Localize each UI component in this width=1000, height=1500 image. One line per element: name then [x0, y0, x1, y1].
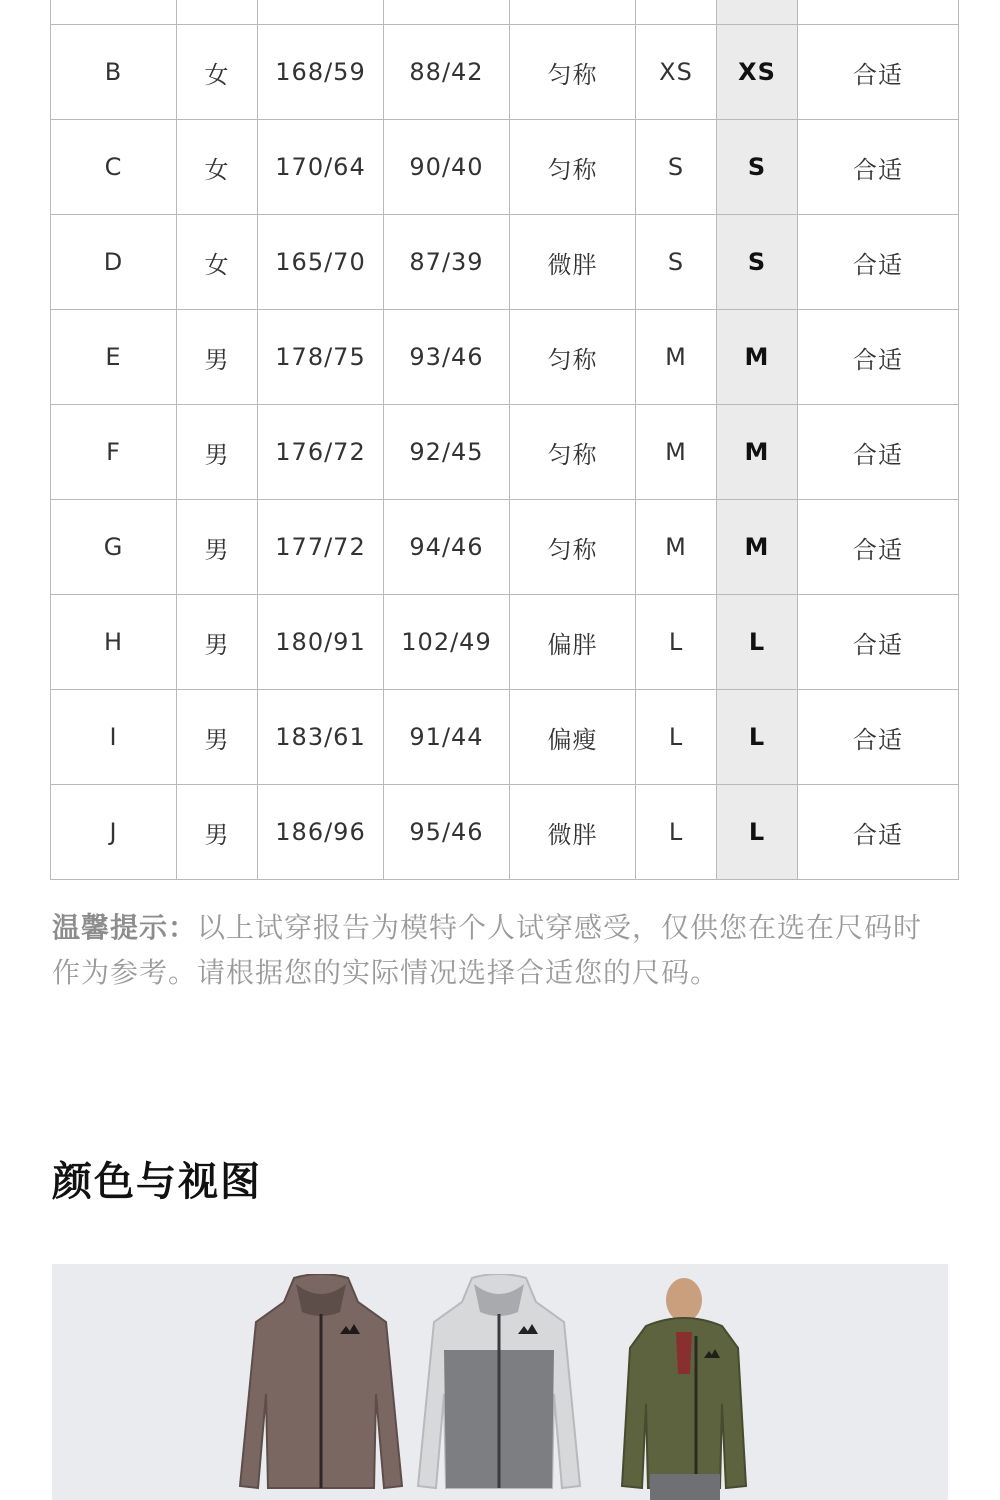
cell-gender: [177, 0, 258, 25]
cell-gender: 男: [177, 690, 258, 785]
cell-gender: 女: [177, 25, 258, 120]
cell-chest-shoulder: 87/39: [384, 215, 510, 310]
cell-usual-size: L: [636, 595, 717, 690]
cell-height-weight: 178/75: [258, 310, 384, 405]
cell-tried-size: [717, 0, 798, 25]
size-table-row: [51, 120, 959, 215]
cell-tried-size: M: [717, 310, 798, 405]
cell-tried-size: L: [717, 595, 798, 690]
cell-chest-shoulder: 91/44: [384, 690, 510, 785]
cell-usual-size: M: [636, 500, 717, 595]
size-table-row: [51, 500, 959, 595]
cell-gender: 男: [177, 785, 258, 880]
cell-usual-size: M: [636, 310, 717, 405]
cell-height-weight: 168/59: [258, 25, 384, 120]
cell-gender: 男: [177, 500, 258, 595]
cell-gender: 女: [177, 215, 258, 310]
cell-model-id: B: [51, 25, 177, 120]
product-thumb-brown-jacket[interactable]: [236, 1274, 406, 1500]
size-table-row: [51, 595, 959, 690]
cell-chest-shoulder: 102/49: [384, 595, 510, 690]
cell-fit: [798, 0, 959, 25]
cell-usual-size: XS: [636, 25, 717, 120]
size-table-row: [51, 215, 959, 310]
cell-body-type: 匀称: [510, 405, 636, 500]
cell-height-weight: [258, 0, 384, 25]
cell-body-type: 偏胖: [510, 595, 636, 690]
cell-chest-shoulder: 95/46: [384, 785, 510, 880]
cell-height-weight: 170/64: [258, 120, 384, 215]
cell-height-weight: 180/91: [258, 595, 384, 690]
cell-usual-size: [636, 0, 717, 25]
cell-tried-size: M: [717, 500, 798, 595]
cell-fit: 合适: [798, 405, 959, 500]
olive-jacket-model-image: [606, 1274, 776, 1500]
cell-height-weight: 165/70: [258, 215, 384, 310]
cell-model-id: I: [51, 690, 177, 785]
cell-usual-size: L: [636, 690, 717, 785]
cell-fit: 合适: [798, 690, 959, 785]
size-table-body: [51, 0, 959, 880]
product-thumb-grey-jacket[interactable]: [414, 1274, 584, 1500]
grey-jacket-image: [414, 1274, 584, 1500]
cell-body-type: 匀称: [510, 120, 636, 215]
cell-model-id: F: [51, 405, 177, 500]
product-thumb-olive-jacket-model[interactable]: [606, 1274, 776, 1500]
cell-chest-shoulder: [384, 0, 510, 25]
cell-fit: 合适: [798, 785, 959, 880]
cell-usual-size: M: [636, 405, 717, 500]
cell-height-weight: 183/61: [258, 690, 384, 785]
cell-usual-size: S: [636, 215, 717, 310]
cell-fit: 合适: [798, 310, 959, 405]
size-table-row: [51, 785, 959, 880]
brown-jacket-image: [236, 1274, 406, 1500]
cell-chest-shoulder: 92/45: [384, 405, 510, 500]
section-title-colors-views: 颜色与视图: [52, 1159, 262, 1205]
tip-text: 以上试穿报告为模特个人试穿感受，仅供您在选在尺码时作为参考。请根据您的实际情况选择合适您的尺码。: [52, 911, 923, 989]
cell-chest-shoulder: 94/46: [384, 500, 510, 595]
size-table-row: [51, 25, 959, 120]
cell-tried-size: L: [717, 690, 798, 785]
cell-body-type: 匀称: [510, 310, 636, 405]
size-table-row: [51, 690, 959, 785]
cell-chest-shoulder: 93/46: [384, 310, 510, 405]
cell-body-type: 匀称: [510, 25, 636, 120]
cell-gender: 男: [177, 310, 258, 405]
cell-model-id: H: [51, 595, 177, 690]
cell-chest-shoulder: 88/42: [384, 25, 510, 120]
cell-fit: 合适: [798, 500, 959, 595]
cell-tried-size: L: [717, 785, 798, 880]
cell-body-type: 匀称: [510, 500, 636, 595]
cell-height-weight: 176/72: [258, 405, 384, 500]
size-table-row-top: [51, 0, 959, 25]
cell-tried-size: XS: [717, 25, 798, 120]
cell-body-type: 微胖: [510, 215, 636, 310]
cell-fit: 合适: [798, 595, 959, 690]
cell-body-type: 微胖: [510, 785, 636, 880]
cell-height-weight: 177/72: [258, 500, 384, 595]
cell-gender: 女: [177, 120, 258, 215]
tip-label: 温馨提示：: [52, 911, 198, 944]
size-table-row: [51, 405, 959, 500]
cell-model-id: J: [51, 785, 177, 880]
product-gallery: [52, 1264, 948, 1500]
cell-fit: 合适: [798, 25, 959, 120]
size-table-row: [51, 310, 959, 405]
cell-fit: 合适: [798, 215, 959, 310]
cell-gender: 男: [177, 405, 258, 500]
cell-chest-shoulder: 90/40: [384, 120, 510, 215]
cell-model-id: G: [51, 500, 177, 595]
cell-model-id: E: [51, 310, 177, 405]
cell-body-type: 偏瘦: [510, 690, 636, 785]
cell-tried-size: S: [717, 120, 798, 215]
cell-body-type: [510, 0, 636, 25]
try-on-size-table: [50, 0, 959, 880]
cell-model-id: D: [51, 215, 177, 310]
cell-model-id: [51, 0, 177, 25]
cell-fit: 合适: [798, 120, 959, 215]
tip-note: [52, 905, 942, 995]
cell-usual-size: S: [636, 120, 717, 215]
cell-height-weight: 186/96: [258, 785, 384, 880]
cell-tried-size: S: [717, 215, 798, 310]
cell-gender: 男: [177, 595, 258, 690]
cell-tried-size: M: [717, 405, 798, 500]
cell-model-id: C: [51, 120, 177, 215]
cell-usual-size: L: [636, 785, 717, 880]
